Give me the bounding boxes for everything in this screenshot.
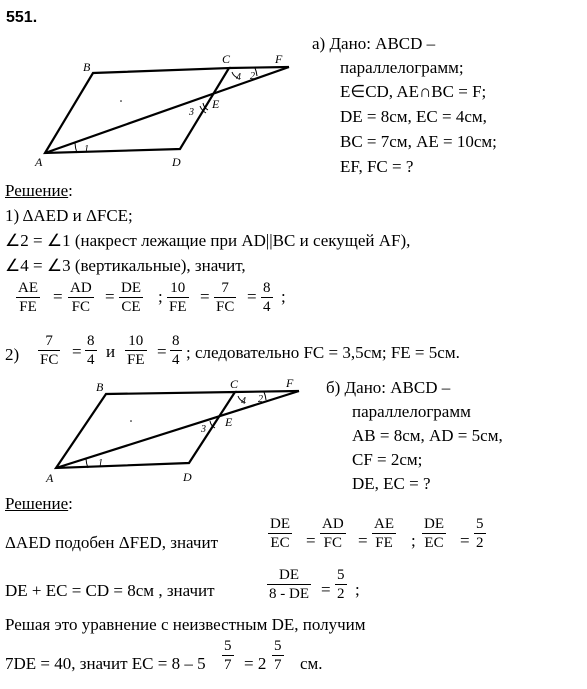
semicolon: ;	[158, 287, 163, 306]
solve-text: Решая это уравнение с неизвестным DE, получим	[5, 615, 366, 634]
angle-2-arc-b	[264, 392, 266, 400]
parallelogram-abcd-a	[45, 68, 229, 153]
frac-num: AE	[374, 516, 394, 532]
solution-heading-a-word: Решение	[5, 181, 69, 200]
frac-num: AE	[18, 280, 38, 296]
ratio-frac-de-ce	[119, 279, 143, 316]
frac-num: DE	[121, 280, 141, 296]
eq-sign: =	[247, 287, 257, 306]
frac-num: 5	[337, 567, 345, 583]
solution-heading-b	[5, 494, 73, 514]
label-C-a: C	[222, 52, 231, 66]
given-a-line-4: DE = 8см, EC = 4см,	[340, 107, 487, 126]
frac-num: 8	[263, 280, 271, 296]
frac-den: 8 - DE	[269, 586, 309, 602]
frac-den: FE	[19, 299, 37, 315]
semicolon: ;	[281, 287, 286, 306]
sim-frac-de-ec	[268, 515, 292, 552]
given-a-line-1: а) Дано: ABCD –	[312, 34, 436, 53]
label-4-b: 4	[241, 396, 246, 407]
label-2-a: 2	[250, 71, 255, 82]
frac-den: FC	[323, 535, 343, 551]
frac-num: 10	[167, 279, 189, 298]
sim-frac-ae-fe	[372, 515, 396, 552]
frac-den: 4	[172, 352, 180, 368]
final-text-1: 7DE = 40, значит EC = 8 – 5	[5, 654, 206, 673]
frac-den: 7	[224, 657, 232, 673]
frac-num: 5	[224, 638, 232, 654]
semicolon: ;	[411, 531, 416, 550]
angle-line-1-a: ∠2 = ∠1 (накрест лежащие при AD||BC и секущей AF),	[5, 231, 411, 250]
given-b-line-5: DE, EC = ?	[352, 474, 431, 493]
angle-line-2-a: ∠4 = ∠3 (вертикальные), значит,	[5, 256, 246, 275]
given-b-line-1: б) Дано: ABCD –	[326, 378, 451, 397]
label-F-b: F	[286, 376, 294, 390]
frac-den: 2	[476, 535, 484, 551]
eq-sign: =	[321, 580, 331, 599]
step-2-label: 2)	[5, 345, 20, 364]
frac-num: 5	[476, 516, 484, 532]
frac-den: EC	[270, 535, 290, 551]
frac-den: FE	[169, 299, 187, 315]
step2-frac-10-fe	[125, 332, 147, 369]
final-frac-5-7	[222, 637, 234, 674]
semicolon: ;	[355, 580, 360, 599]
label-3-a: 3	[189, 107, 194, 118]
given-a-line-3: E∈CD, AE∩BC = F;	[340, 82, 487, 101]
frac-den: FE	[127, 352, 145, 368]
eq-sign: =	[460, 531, 470, 550]
given-b-line-2: параллелограмм	[352, 402, 471, 421]
eq-sign: =	[53, 287, 63, 306]
label-D-a: D	[172, 155, 181, 169]
eq-sign: =	[306, 531, 316, 550]
ratio-frac-10-fe	[167, 279, 189, 316]
solution-heading-b-word: Решение	[5, 494, 69, 513]
frac-den: EC	[424, 535, 444, 551]
solution-heading-a	[5, 181, 73, 201]
sum-frac-5-2	[335, 566, 347, 603]
eq-sign: =	[200, 287, 210, 306]
frac-den: CE	[121, 299, 141, 315]
frac-num: 7	[214, 279, 236, 298]
frac-num: AD	[322, 516, 344, 532]
label-B-b: B	[96, 380, 104, 394]
line-cf-b	[235, 391, 299, 392]
center-dot-b	[130, 420, 132, 422]
given-b-line-4: CF = 2см;	[352, 450, 423, 469]
frac-num: 10	[125, 332, 147, 351]
given-a-line-2: параллелограмм;	[340, 58, 464, 77]
label-1-b: 1	[98, 458, 103, 469]
ratio-frac-7-fc	[214, 279, 236, 316]
frac-num: 7	[38, 332, 60, 351]
frac-den: FC	[71, 299, 91, 315]
and-word: и	[106, 342, 116, 361]
label-B-a: B	[83, 60, 91, 74]
frac-num: 8	[172, 333, 180, 349]
problem-number: 551.	[6, 9, 38, 26]
sim-frac-de-ec-2	[422, 515, 446, 552]
final-frac-5-7-b	[272, 637, 284, 674]
ratio-frac-ae-fe	[16, 279, 40, 316]
label-D-b: D	[183, 470, 192, 484]
label-C-b: C	[230, 377, 239, 391]
sim-frac-5-2	[474, 515, 486, 552]
step2-frac-8-4	[85, 332, 97, 369]
eq-sign: =	[157, 342, 167, 361]
frac-den: 7	[274, 657, 282, 673]
label-1-a: 1	[84, 144, 89, 155]
final-text-2: = 2	[244, 654, 267, 673]
frac-den: FC	[216, 299, 235, 315]
parallelogram-abcd-b	[56, 392, 235, 468]
frac-den: FE	[375, 535, 393, 551]
sum-text: DE + EC = CD = 8см , значит	[5, 581, 215, 600]
frac-num: DE	[270, 516, 290, 532]
given-a-line-6: EF, FC = ?	[340, 157, 414, 176]
center-dot-a	[120, 100, 122, 102]
step2-frac-8-4b	[170, 332, 182, 369]
given-a-line-5: BC = 7см, AE = 10см;	[340, 132, 497, 151]
label-A-b: A	[46, 471, 54, 485]
line-cf-a	[229, 67, 289, 68]
step2-frac-7-fc	[38, 332, 60, 369]
frac-num: 5	[274, 638, 282, 654]
frac-den: 4	[263, 299, 271, 315]
step-2-result: ; следовательно FC = 3,5см; FE = 5см.	[186, 343, 460, 362]
ratio-frac-8-4	[261, 279, 273, 316]
frac-num: DE	[267, 566, 311, 585]
frac-num: 8	[87, 333, 95, 349]
angle-2-arc-a	[255, 68, 257, 76]
label-3-b: 3	[201, 424, 206, 435]
label-4-a: 4	[236, 72, 241, 83]
sum-frac-de-8-de	[267, 566, 311, 603]
sim-frac-ad-fc	[320, 515, 346, 552]
label-F-a: F	[275, 52, 283, 66]
frac-den: 2	[337, 586, 345, 602]
frac-num: DE	[424, 516, 444, 532]
eq-sign: =	[105, 287, 115, 306]
frac-num: AD	[70, 280, 92, 296]
similar-text: ΔAED подобен ΔFED, значит	[5, 533, 218, 552]
given-b-line-3: AB = 8см, AD = 5см,	[352, 426, 503, 445]
label-E-b: E	[225, 415, 233, 429]
label-E-a: E	[212, 97, 220, 111]
frac-den: FC	[40, 352, 59, 368]
frac-den: 4	[87, 352, 95, 368]
ratio-frac-ad-fc	[68, 279, 94, 316]
solution-heading-a-colon: :	[68, 181, 73, 200]
eq-sign: =	[72, 342, 82, 361]
label-2-b: 2	[258, 394, 263, 405]
step-1-a: 1) ΔAED и ΔFCE;	[5, 206, 133, 225]
eq-sign: =	[358, 531, 368, 550]
final-text-3: см.	[300, 654, 323, 673]
solution-heading-b-colon: :	[68, 494, 73, 513]
label-A-a: A	[35, 155, 43, 169]
